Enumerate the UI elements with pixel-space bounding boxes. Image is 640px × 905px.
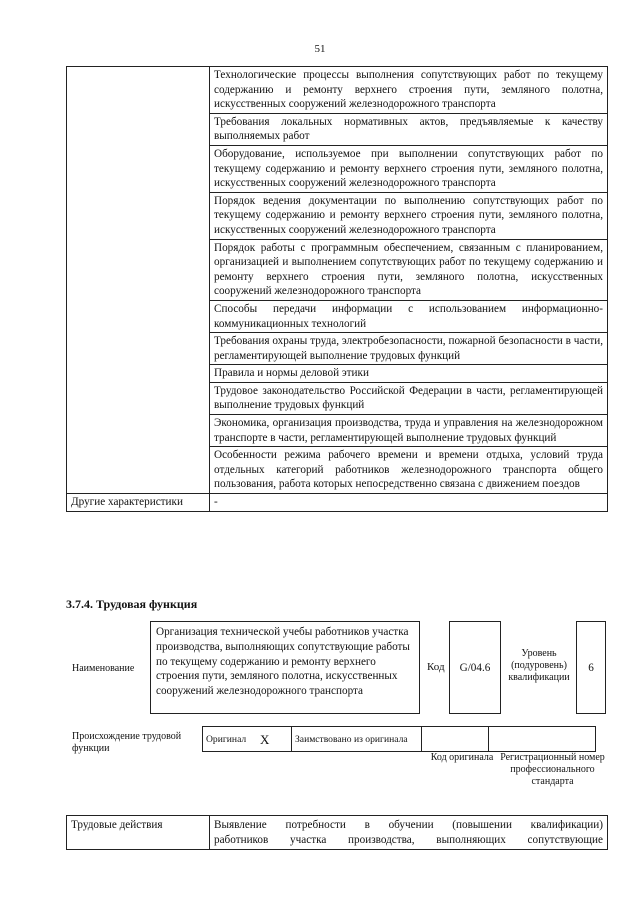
- labor-actions-line: работников участка производства, выполняющих сопутствующие: [214, 833, 603, 846]
- table-row: [67, 494, 608, 512]
- knowledge-table: [66, 66, 608, 512]
- code-label: Код: [427, 661, 445, 673]
- knowledge-item: Трудовое законодательство Российской Федерации в части, регламентирующей выполнение трудовых функций: [210, 382, 608, 414]
- knowledge-item: Способы передачи информации с использованием информационно-коммуникационных технологий: [210, 300, 608, 332]
- borrowed-label: Заимствовано из оригинала: [292, 727, 422, 752]
- knowledge-item: Требования локальных нормативных актов, предъявляемые к качеству выполняемых работ: [210, 113, 608, 145]
- knowledge-item: Технологические процессы выполнения сопутствующих работ по текущему содержанию и ремонту верхнего строения пути, земляного полотна, искусственных сооружений железнодорожного транспорта: [210, 67, 608, 114]
- knowledge-item: Оборудование, используемое при выполнении сопутствующих работ по текущему содержанию и ремонту верхнего строения пути, земляного полотна, искусственных сооружений железнодорожного транспорта: [210, 145, 608, 192]
- origin-label: Происхождение трудовой функции: [72, 731, 182, 754]
- knowledge-item: Порядок ведения документации по выполнению сопутствующих работ по текущему содержанию и ремонту верхнего строения пути, земляного полотна, искусственных сооружений железнодорожного транспорта: [210, 192, 608, 239]
- labor-actions-value: [210, 816, 608, 850]
- page-number: 51: [314, 43, 326, 55]
- labor-actions-line: Выявление потребности в обучении (повышении квалификации): [214, 819, 603, 831]
- knowledge-item: Особенности режима рабочего времени и времени отдыха, условий труда отдельных категорий работников железнодорожного транспорта общего пользования, работа которых непосредственно связана с движением поездов: [210, 447, 608, 494]
- labor-actions-table: [66, 815, 608, 850]
- other-characteristics-label: Другие характеристики: [67, 494, 210, 512]
- original-mark: X: [257, 727, 292, 752]
- labor-actions-label: Трудовые действия: [67, 816, 210, 850]
- origin-code-cell: [422, 727, 489, 752]
- qualification-level-label: Уровень (подуровень) квалификации: [508, 648, 570, 683]
- table-row: [203, 727, 596, 752]
- name-label: Наименование: [72, 663, 135, 674]
- other-characteristics-value: -: [210, 494, 608, 512]
- table-row: [67, 816, 608, 850]
- knowledge-item: Требования охраны труда, электробезопасности, пожарной безопасности в части, регламентирующей выполнение трудовых функций: [210, 333, 608, 365]
- knowledge-label-cell: [67, 67, 210, 494]
- code-value-box: G/04.6: [449, 621, 501, 714]
- registration-number-cell: [489, 727, 596, 752]
- table-row: [67, 67, 608, 114]
- knowledge-item: Порядок работы с программным обеспечением, связанным с планированием, организацией и выполнением сопутствующих работ по текущему содержанию и ремонту верхнего строения пути, земляного полотна, искусственных сооружений железнодорожного транспорта: [210, 239, 608, 300]
- knowledge-item: Экономика, организация производства, труда и управления на железнодорожном транспорте в части, регламентирующей выполнение трудовых функций: [210, 415, 608, 447]
- registration-caption: Регистрационный номер профессионального стандарта: [500, 752, 605, 787]
- original-label: Оригинал: [203, 727, 258, 752]
- knowledge-item: Правила и нормы деловой этики: [210, 365, 608, 383]
- qualification-level-box: 6: [576, 621, 606, 714]
- function-name-box: Организация технической учебы работников участка производства, выполняющих сопутствующие работы по текущему содержанию и ремонту верхнего строения пути, земляного полотна, искусственных сооружений железнодорожного транспорта: [150, 621, 420, 714]
- origin-code-caption: Код оригинала: [430, 752, 494, 763]
- section-title: 3.7.4. Трудовая функция: [66, 597, 198, 611]
- origin-table: [202, 726, 596, 752]
